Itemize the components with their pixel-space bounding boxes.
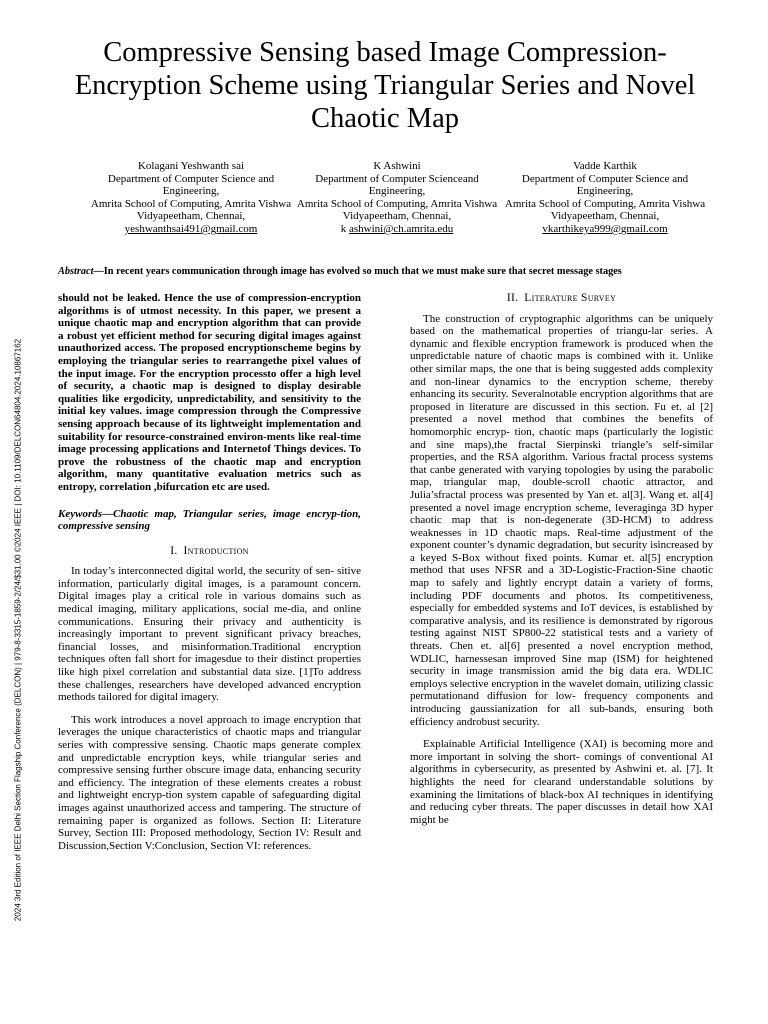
author-email-line [292,223,502,236]
section-title: Literature Survey [524,292,617,304]
intro-paragraph-1: In today’s interconnected digital world, the security of sen- sitive information, particularly digital images, is a paramount concern. Digital images play a critical role in various domains such as medical imaging, military applications, social me-dia, and online communications. Ensuring their privacy and authenticity is increasingly important to prevent significant privacy breaches, financial losses, and misinformation.Traditional encryption techniques often fall short for imagesdue to their distinct properties like high pixel correlation and substantial data size. [1]To address these challenges, researchers have developed advanced encryption methods tailored for digital imagery. [58,565,361,704]
abstract-body: should not be leaked. Hence the use of compression-encryption algorithms is of utmost necessity. In this paper, we present a unique chaotic map and encryption algorithm that can provide a robust yet efficient method for securing digital images against unauthorized access. The proposed encryptionscheme begins by employing the triangular series to rearrangethe pixel values of the input image. For the encryption processto offer a high level of security, a chaotic map is designed to display desirable qualities like ergodicity, unpredictability, and sensitivity to the initial key values. image compression through the Compressive sensing approach because of its lightweight implementation and suitability for resource-constrained environ-ments like real-time image processing applications and Internetof Things devices. To prove the robustness of the chaotic map and encryption algorithm, many quantitative evaluation metrics such as entropy, correlation ,bifurcation etc are used. [58,292,361,493]
section-number: I. [170,544,178,557]
abstract-first-text: In recent years communication through image has evolved so much that we must make sure that secret message stages [103,266,622,277]
abstract-dash: — [93,266,104,277]
author-name: Vadde Karthik [573,160,637,172]
right-column [410,292,713,836]
author-2 [292,160,502,236]
author-dept: Department of Computer Science and Engineering, [521,172,689,198]
keywords [58,508,361,533]
keywords-text: —Chaotic map, Triangular series, image encryp-tion, compressive sensing [58,507,361,533]
author-school: Amrita School of Computing, Amrita Vishwa Vidyapeetham, Chennai, [296,197,498,223]
author-3 [500,160,710,236]
author-email-link[interactable]: ashwini@ch.amrita.edu [349,222,454,235]
author-name: Kolagani Yeshwanth sai [137,160,245,172]
abstract-label: Abstract [58,266,94,277]
side-note-text: 2024 3rd Edition of IEEE Delhi Section Flagship Conference (DELCON) | 979-8-3315-1859-2/24/$31.00 ©2024 IEEE | DOI: 10.1109/DELCON64804.2024.10867162 [13,338,23,922]
side-conference-note [10,310,26,950]
author-dept: Department of Computer Science and Engineering, [107,172,275,198]
author-email-link[interactable]: vkarthikeya999@gmail.com [542,222,668,235]
author-dept: Department of Computer Scienceand Engineering, [315,172,479,198]
abstract-first-line [58,266,708,279]
author-school: Amrita School of Computing, Amrita Vishwa Vidyapeetham, Chennai, [90,197,292,223]
author-1 [86,160,296,236]
author-name: K Ashwini [373,160,421,172]
section-title: Introduction [183,544,249,557]
section-number: II. [506,292,519,304]
author-school: Amrita School of Computing, Amrita Vishwa Vidyapeetham, Chennai, [504,197,706,223]
intro-paragraph-2: This work introduces a novel approach to image encryption that leverages the unique characteristics of chaotic maps and triangular series with compressive sensing. Chaotic maps generate complex and unpredictable encryption keys, while triangular series and compressive sensing further obscure image data, enhancing security and efficiency. The integration of these elements creates a robust and lightweight encryp-tion system capable of safeguarding digital images against unauthorized access and tampering. The structure of remaining paper is organized as follows. Section II: Literature Survey, Section III: Proposed methodology, Section IV: Result and Discussion,Section V:Conclusion, Section VI: references. [58,713,361,852]
author-email-link[interactable]: yeshwanthsai491@gmail.com [124,222,258,235]
keywords-label: Keywords [58,507,102,520]
section-heading-introduction [58,545,361,558]
lit-paragraph-2: Explainable Artificial Intelligence (XAI) is becoming more and more important in solving the short- comings of conventional AI algorithms in cybersecurity, as presented by Ashwini et. al. [7]. It highlights the need for clearand understandable solutions by examining the limitations of black-box AI techniques in identifying and reducing cyber threats. The paper discusses in detail how XAI might be [410,738,713,826]
section-heading-literature-survey [410,292,713,305]
email-prefix: k [340,222,350,235]
lit-paragraph-1: The construction of cryptographic algorithms can be uniquely based on the mathematical properties of triangu-lar series. A dynamic and flexible encryption framework is produced when the unpredictable nature of chaotic maps is combined with it. Unlike other similar maps, the one that is being suggested adds complexity and non-linear dynamics to the encryption scheme, thereby enhancing its security. Severalnotable encryption algorithms that are proposed in literature are discussed in this section. Fu et. al [2] presented a novel method that combines the benefits of homomorphic encryp- tion, chaotic maps (particularly the logistic and sine maps),the fractal Sierpinski triangle’s self-similar properties, and the RSA algorithm. Various fractal process systems that canbe generated with varying topologies by using the parabolic map, triangular map, double-scroll chaotic attractor, and Julia’sfractal process was presented by Yan et. al[3]. Wang et. al[4] presented a novel image encryption scheme, leveraginga 3D hyper chaotic map that is non-degenerate (3D-HCM) to address weaknesses in 1D chaotic maps. Real-time adjustment of the exponent counter’s dynamic degradation, but security isincreased by a keyed S-Box without fixed points. Kumar et. al[5] encryption method that uses NFSR and a 3D-Logistic-Fraction-Sine chaotic map to safely and lightly encrypt datain a variety of forms, including PDF documents and photos. Its competitiveness, especially for embedded systems and IoT devices, is established by comparative analysis, and its resilience is demonstrated by rigorous testing against NIST SP800-22 statistical tests and a variety of threats. Chen et. al[6] presented a novel encryption method, WDLIC, harnessesan improved Sine map (ISM) for heightened security in image transmission amid the big data era. WDLIC employs selective encryption in the wavelet domain, utilizing classic permutationand diffusion for low- frequency components and introducing gaussianization for all sub-bands, ensuring both efficiency androbust security. [410,312,713,728]
paper-title: Compressive Sensing based Image Compression-Encryption Scheme using Triangular Series and Novel Chaotic Map [74,37,696,134]
left-column [58,292,361,862]
